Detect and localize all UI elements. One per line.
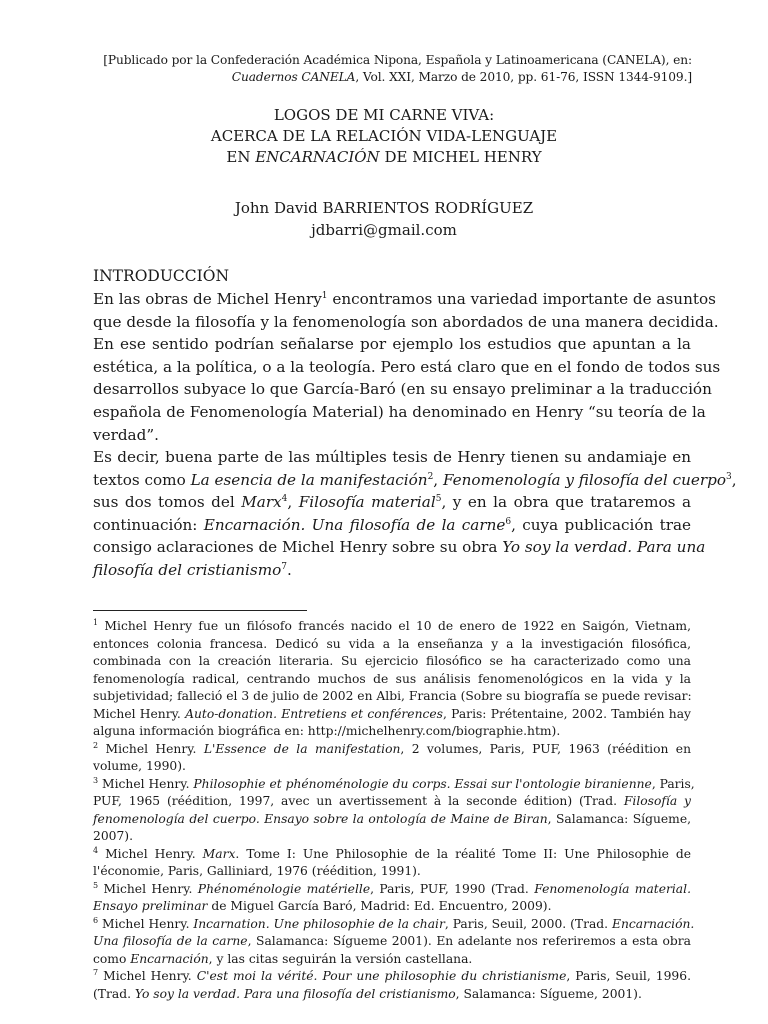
book-title: Encarnación bbox=[130, 951, 209, 966]
text: como bbox=[93, 951, 131, 966]
paragraph-line: Es decir, buena parte de las múltiples tesis de Henry tienen su andamiaje en bbox=[93, 448, 691, 466]
paragraph-2 bbox=[93, 446, 737, 582]
publication-note-line-2 bbox=[52, 69, 692, 86]
text: , 2 volumes, Paris, PUF, 1963 (réédition en bbox=[400, 741, 691, 756]
publication-note bbox=[52, 52, 692, 86]
text: , bbox=[287, 493, 299, 512]
footnote-line bbox=[93, 951, 691, 969]
book-title: fenomenología del cuerpo. Ensayo sobre la ontología de Maine de Biran bbox=[93, 811, 548, 826]
text: , Paris, bbox=[651, 776, 695, 791]
paragraph-line bbox=[93, 514, 691, 537]
book-title: Fenomenología material. bbox=[534, 881, 691, 896]
book-title: L'Essence de la manifestation bbox=[203, 741, 401, 756]
text: textos como bbox=[93, 470, 191, 489]
section-heading: INTRODUCCIÓN bbox=[93, 267, 230, 285]
text: de Miguel García Baró, Madrid: Ed. Encuentro, 2009). bbox=[207, 899, 552, 913]
book-title: Ensayo preliminar bbox=[93, 899, 208, 913]
footnote-ref[interactable]: 4 bbox=[281, 494, 288, 505]
text: En las obras de Michel Henry bbox=[93, 290, 322, 308]
book-title: Filosofía y bbox=[623, 794, 692, 808]
footnote-line bbox=[93, 793, 691, 811]
footnote-5 bbox=[93, 881, 691, 899]
book-title: Encarnación. Una filosofía de la carne bbox=[203, 515, 506, 534]
footnote-line: 2007). bbox=[93, 829, 134, 843]
text: encontramos una variedad importante de asuntos bbox=[327, 290, 716, 308]
footnote-line bbox=[93, 706, 691, 724]
footnote-number: 1 bbox=[93, 617, 99, 627]
footnote-ref[interactable]: 1 bbox=[321, 290, 328, 301]
text: , Salamanca: Sígueme, 2001). bbox=[455, 986, 642, 1001]
text: sus dos tomos del bbox=[93, 493, 242, 512]
author-name: John David BARRIENTOS RODRÍGUEZ bbox=[234, 199, 534, 217]
journal-name: Cuadernos CANELA bbox=[231, 70, 356, 84]
paragraph-line bbox=[93, 559, 691, 582]
paragraph-line: que desde la filosofía y la fenomenología son abordados de una manera decidida. bbox=[93, 312, 719, 331]
paragraph-1 bbox=[93, 288, 721, 446]
book-title: Filosofía material bbox=[298, 493, 436, 512]
text: Michel Henry fue un filósofo francés nacido el 10 de enero de 1922 en Saigón, Vietnam, bbox=[98, 619, 691, 633]
footnote-number: 2 bbox=[93, 740, 99, 750]
book-title: C'est moi la vérité. Pour une philosophie du christianisme bbox=[196, 969, 567, 983]
paragraph-line bbox=[93, 491, 691, 514]
footnote-4 bbox=[93, 846, 691, 864]
book-title: Phénoménologie matérielle bbox=[197, 881, 371, 896]
text: , Salamanca: Sígueme 2001). En adelante nos referiremos a esta obra bbox=[247, 934, 691, 948]
book-title: Marx bbox=[241, 493, 282, 512]
text: PUF, 1965 (réédition, 1997, avec un avertissement à la seconde édition) (Trad. bbox=[93, 794, 624, 808]
footnote-line bbox=[93, 898, 691, 916]
footnote-ref[interactable]: 3 bbox=[725, 471, 732, 482]
book-title: Auto-donation. Entretiens et conférences bbox=[185, 706, 443, 721]
footnotes bbox=[93, 617, 695, 1003]
footnote-number: 7 bbox=[93, 967, 99, 977]
title-line-3-emphasis: ENCARNACIÓN bbox=[255, 148, 380, 166]
footnote-line: l'économie, Paris, Galliniard, 1976 (réédition, 1991). bbox=[93, 864, 421, 878]
title-line-2: ACERCA DE LA RELACIÓN VIDA-LENGUAJE bbox=[210, 127, 558, 145]
text: . Tome I: Une Philosophie de la réalité Tome II: Une Philosophie de bbox=[235, 846, 691, 861]
title-line-3 bbox=[0, 147, 768, 168]
text: , Paris, Seuil, 2000. (Trad. bbox=[444, 916, 612, 931]
publication-note-line-1: [Publicado por la Confederación Académica Nipona, Española y Latinoamericana (CANELA), en: bbox=[103, 53, 692, 67]
text: Michel Henry. bbox=[98, 846, 203, 861]
book-title: Philosophie et phénoménologie du corps. Essai sur l'ontologie biranienne bbox=[193, 776, 652, 791]
title-line-3-pre: EN bbox=[226, 148, 256, 166]
text: , cuya publicación trae bbox=[511, 515, 692, 534]
text: Michel Henry. bbox=[98, 741, 204, 756]
text: . bbox=[286, 560, 292, 579]
footnote-line: combinada con la creación literaria. Su ejercicio filosófico se ha caracterizado como una bbox=[93, 654, 691, 668]
book-title: Una filosofía de la carne bbox=[93, 934, 248, 948]
footnote-7 bbox=[93, 968, 691, 986]
footnote-line bbox=[93, 811, 691, 829]
paper-title bbox=[0, 105, 768, 168]
paragraph-line: verdad”. bbox=[93, 425, 159, 444]
footnote-line: volume, 1990). bbox=[93, 759, 186, 773]
footnote-number: 6 bbox=[93, 915, 99, 925]
text: continuación: bbox=[93, 515, 204, 534]
footnote-line: fenomenología radical, centrando muchos de sus análisis fenomenológicos en la vida y la bbox=[93, 671, 691, 686]
publication-details: , Vol. XXI, Marzo de 2010, pp. 61-76, ISSN 1344-9109.] bbox=[355, 70, 692, 84]
paragraph-line bbox=[93, 288, 716, 311]
title-line-1: LOGOS DE MI CARNE VIVA: bbox=[273, 106, 495, 124]
text: Michel Henry. bbox=[98, 881, 198, 896]
book-title: Incarnation. Une philosophie de la chair bbox=[193, 916, 445, 931]
text: , y en la obra que trataremos a bbox=[441, 493, 692, 512]
footnote-ref[interactable]: 2 bbox=[427, 471, 434, 482]
footnote-number: 3 bbox=[93, 775, 99, 785]
footnote-3 bbox=[93, 775, 695, 794]
footnote-number: 4 bbox=[93, 845, 99, 855]
text: , y las citas seguirán la versión castellana. bbox=[208, 951, 473, 966]
title-line-3-post: DE MICHEL HENRY bbox=[379, 148, 542, 166]
footnote-line: subjetividad; falleció el 3 de julio de 2002 en Albi, Francia (Sobre su biografía se puede revisar: bbox=[93, 689, 692, 703]
footnote-ref[interactable]: 7 bbox=[281, 561, 287, 572]
footnote-ref[interactable]: 6 bbox=[505, 516, 512, 527]
footnote-line bbox=[93, 933, 691, 951]
paragraph-line bbox=[93, 469, 737, 492]
paragraph-line: española de Fenomenología Material) ha denominado en Henry “su teoría de la bbox=[93, 402, 706, 421]
author-email: jdbarri@gmail.com bbox=[311, 221, 457, 239]
text: , Paris: Prétentaine, 2002. También hay bbox=[442, 706, 691, 721]
book-title: Yo soy la verdad. Para una bbox=[502, 538, 706, 557]
book-title: Marx bbox=[202, 846, 236, 861]
text: Michel Henry. bbox=[93, 706, 186, 721]
footnote-number: 5 bbox=[93, 880, 99, 890]
footnote-line bbox=[93, 986, 691, 1004]
footnote-1 bbox=[93, 618, 691, 636]
text: Michel Henry. bbox=[98, 969, 197, 983]
book-title: Fenomenología y filosofía del cuerpo bbox=[442, 470, 726, 489]
text: , bbox=[731, 470, 737, 489]
footnote-line: alguna información biográfica en: http://michelhenry.com/biographie.htm). bbox=[93, 724, 561, 738]
paragraph-line: desarrollos subyace lo que García-Baró (en su ensayo preliminar a la traducción bbox=[93, 380, 712, 399]
text: , Paris, PUF, 1990 (Trad. bbox=[370, 881, 535, 896]
footnote-6 bbox=[93, 915, 695, 934]
book-title: Yo soy la verdad. Para una filosofía del cristianismo bbox=[134, 986, 456, 1001]
book-title: La esencia de la manifestación bbox=[190, 470, 428, 489]
paragraph-line: estética, a la política, o a la teología. Pero está claro que en el fondo de todos sus bbox=[93, 357, 721, 376]
text: Michel Henry. bbox=[98, 776, 194, 791]
paragraph-line bbox=[93, 536, 706, 559]
book-title: filosofía del cristianismo bbox=[93, 560, 282, 579]
book-title: Encarnación. bbox=[612, 916, 695, 931]
text: , Salamanca: Sígueme, bbox=[547, 811, 692, 826]
footnote-line: entonces colonia francesa. Dedicó su vida a la enseñanza y a la investigación filosófica, bbox=[93, 636, 691, 651]
text: (Trad. bbox=[93, 986, 135, 1001]
paragraph-line: En ese sentido podrían señalarse por ejemplo los estudios que apuntan a la bbox=[93, 335, 691, 354]
text: Michel Henry. bbox=[98, 916, 194, 931]
footnote-separator bbox=[93, 610, 307, 611]
text: , Paris, Seuil, 1996. bbox=[566, 969, 691, 983]
text: , bbox=[433, 470, 443, 489]
text: consigo aclaraciones de Michel Henry sobre su obra bbox=[93, 538, 503, 557]
footnote-2 bbox=[93, 741, 691, 759]
footnote-ref[interactable]: 5 bbox=[435, 494, 442, 505]
